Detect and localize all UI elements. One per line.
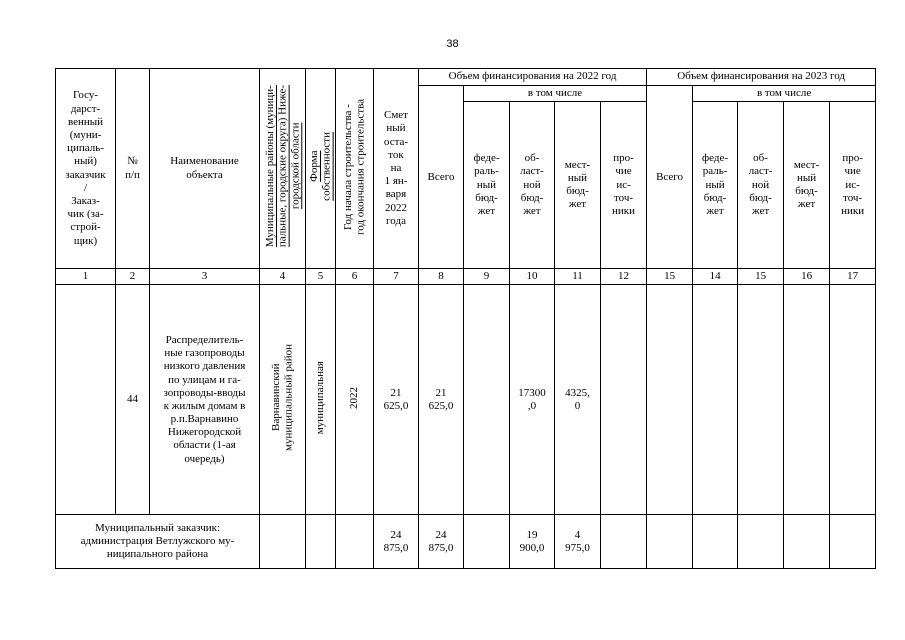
summary-empty — [306, 515, 336, 569]
header-ownership-form: Форма собственности — [308, 132, 333, 201]
column-number: 6 — [336, 269, 374, 285]
header-construction-years: Год начала строительства - год окончания строительства — [341, 98, 367, 235]
row-years-cell — [336, 285, 374, 515]
row-district-cell — [260, 285, 306, 515]
row-other-2023 — [830, 285, 876, 515]
header-including-2022: в том числе — [464, 86, 647, 102]
header-total-2023: Всего — [647, 86, 693, 269]
summary-other-2022 — [601, 515, 647, 569]
row-local-2022: 4325, 0 — [555, 285, 601, 515]
header-estimated-balance: Смет ный оста- ток на 1 ян- варя 2022 года — [374, 69, 419, 269]
summary-row — [56, 515, 876, 569]
summary-total-2022: 24 875,0 — [419, 515, 464, 569]
column-number: 14 — [693, 269, 738, 285]
header-federal-2022: феде- раль- ный бюд- жет — [464, 102, 510, 269]
column-number: 5 — [306, 269, 336, 285]
row-regional-2023 — [738, 285, 784, 515]
header-federal-2023: феде- раль- ный бюд- жет — [693, 102, 738, 269]
column-number: 8 — [419, 269, 464, 285]
row-object-name: Распределитель- ные газопроводы низкого давления по улицам и га- зопроводы-вводы к жилым домам в р.п.Варнавино Нижегородской области (1-ая очередь) — [150, 285, 260, 515]
column-number: 3 — [150, 269, 260, 285]
row-local-2023 — [784, 285, 830, 515]
column-number: 12 — [601, 269, 647, 285]
row-years: 2022 — [348, 386, 361, 409]
header-regional-2022: об- ласт- ной бюд- жет — [510, 102, 555, 269]
row-federal-2023 — [693, 285, 738, 515]
column-number: 4 — [260, 269, 306, 285]
row-regional-2022: 17300 ,0 — [510, 285, 555, 515]
column-number: 10 — [510, 269, 555, 285]
summary-federal-2022 — [464, 515, 510, 569]
header-object-name: Наименование объекта — [150, 69, 260, 269]
header-customer: Госу- дарст- венный (муни- ципаль- ный) заказчик / Заказ- чик (за- строй- щик) — [56, 69, 116, 269]
summary-federal-2023 — [693, 515, 738, 569]
header-total-2022: Всего — [419, 86, 464, 269]
row-customer — [56, 285, 116, 515]
header-other-2022: про- чие ис- точ- ники — [601, 102, 647, 269]
column-number: 16 — [784, 269, 830, 285]
row-ownership: муниципальная — [314, 361, 327, 435]
column-number: 11 — [555, 269, 601, 285]
summary-label: Муниципальный заказчик: администрация Ветлужского му- ниципального района — [56, 515, 260, 569]
page-number: 38 — [446, 38, 459, 50]
header-other-2023: про- чие ис- точ- ники — [830, 102, 876, 269]
column-number: 7 — [374, 269, 419, 285]
summary-total-2023 — [647, 515, 693, 569]
table-row — [56, 285, 876, 515]
summary-local-2023 — [784, 515, 830, 569]
header-years-cell — [336, 69, 374, 269]
financing-table — [55, 68, 876, 569]
header-regional-2023: об- ласт- ной бюд- жет — [738, 102, 784, 269]
row-number: 44 — [116, 285, 150, 515]
column-number: 15 — [738, 269, 784, 285]
header-row-number: № п/п — [116, 69, 150, 269]
column-number: 15 — [647, 269, 693, 285]
summary-local-2022: 4 975,0 — [555, 515, 601, 569]
header-including-2023: в том числе — [693, 86, 876, 102]
header-funding-2022: Объем финансирования на 2022 год — [419, 69, 647, 86]
row-total-2022: 21 625,0 — [419, 285, 464, 515]
row-district: Варнавинский муниципальный район — [269, 344, 295, 452]
row-federal-2022 — [464, 285, 510, 515]
summary-regional-2023 — [738, 515, 784, 569]
row-estimated-balance: 21 625,0 — [374, 285, 419, 515]
column-number: 17 — [830, 269, 876, 285]
header-funding-2023: Объем финансирования на 2023 год — [647, 69, 876, 86]
summary-estimated-balance: 24 875,0 — [374, 515, 419, 569]
row-other-2022 — [601, 285, 647, 515]
column-number: 1 — [56, 269, 116, 285]
summary-empty — [336, 515, 374, 569]
header-municipal-districts-cell — [260, 69, 306, 269]
header-ownership-cell — [306, 69, 336, 269]
summary-empty — [260, 515, 306, 569]
header-local-2022: мест- ный бюд- жет — [555, 102, 601, 269]
summary-other-2023 — [830, 515, 876, 569]
row-total-2023 — [647, 285, 693, 515]
column-number: 9 — [464, 269, 510, 285]
column-number: 2 — [116, 269, 150, 285]
row-ownership-cell — [306, 285, 336, 515]
header-municipal-districts: Муниципальные районы (муници- пальные, городские округа) Ниже- городской области — [263, 85, 301, 248]
header-local-2023: мест- ный бюд- жет — [784, 102, 830, 269]
summary-regional-2022: 19 900,0 — [510, 515, 555, 569]
